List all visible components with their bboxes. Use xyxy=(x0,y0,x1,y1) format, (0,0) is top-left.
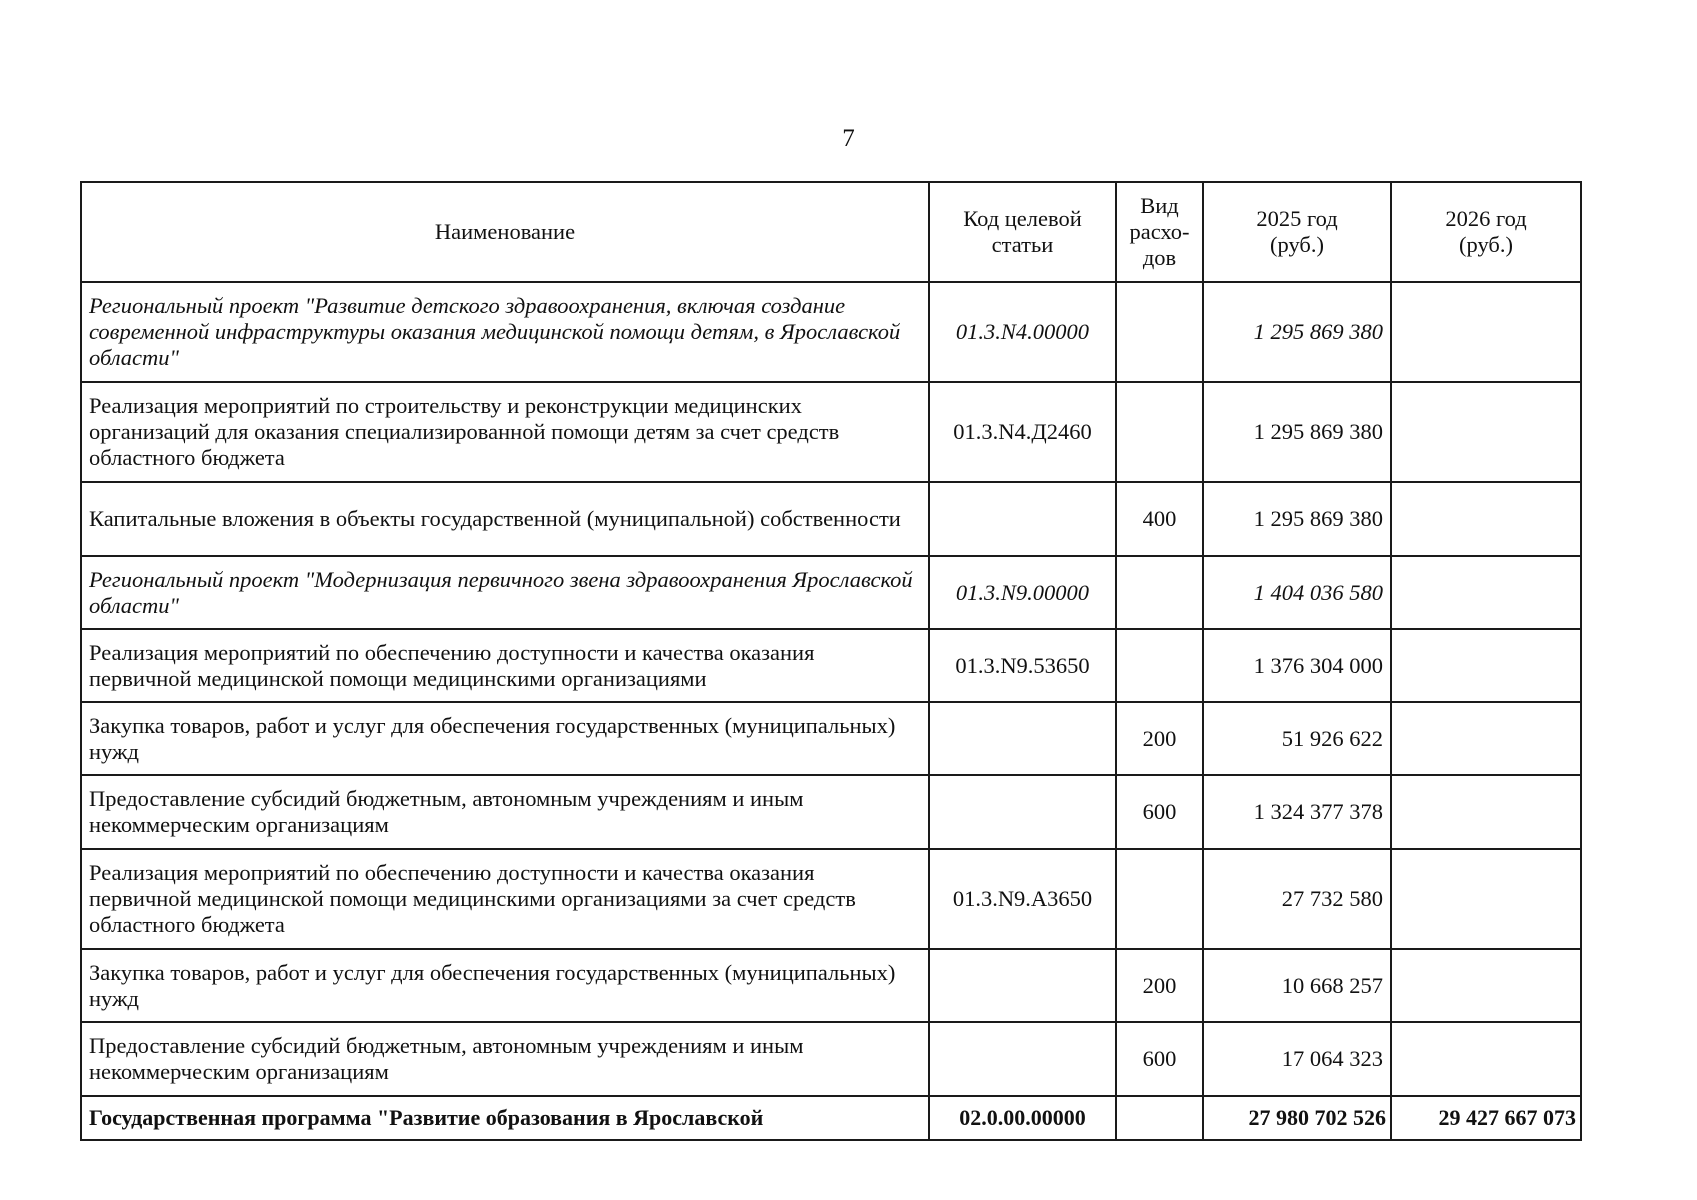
row-type: 200 xyxy=(1116,949,1203,1022)
header-2025-line2: (руб.) xyxy=(1270,232,1324,257)
row-2025: 17 064 323 xyxy=(1203,1022,1391,1096)
row-2026 xyxy=(1391,702,1581,775)
row-code: 01.3.N9.00000 xyxy=(929,556,1116,629)
row-type: 200 xyxy=(1116,702,1203,775)
budget-table xyxy=(80,181,1582,1141)
row-2025: 1 404 036 580 xyxy=(1203,556,1391,629)
row-type: 600 xyxy=(1116,775,1203,849)
row-2026 xyxy=(1391,1022,1581,1096)
row-2025: 1 295 869 380 xyxy=(1203,282,1391,382)
header-name xyxy=(81,182,929,282)
header-code xyxy=(929,182,1116,282)
row-name: Региональный проект "Модернизация первичного звена здравоохранения Ярославской области" xyxy=(81,556,929,629)
table-row xyxy=(81,629,1581,702)
row-type xyxy=(1116,629,1203,702)
row-2026 xyxy=(1391,849,1581,949)
row-2026 xyxy=(1391,282,1581,382)
row-2025: 1 324 377 378 xyxy=(1203,775,1391,849)
row-name: Реализация мероприятий по обеспечению доступности и качества оказания первичной медицинской помощи медицинскими организациями за счет средств областного бюджета xyxy=(81,849,929,949)
header-type-line1: Вид xyxy=(1140,193,1179,218)
header-2026 xyxy=(1391,182,1581,282)
table-row xyxy=(81,382,1581,482)
row-2026 xyxy=(1391,629,1581,702)
row-type xyxy=(1116,849,1203,949)
row-name: Предоставление субсидий бюджетным, автономным учреждениям и иным некоммерческим организациям xyxy=(81,775,929,849)
row-type xyxy=(1116,382,1203,482)
row-2026 xyxy=(1391,382,1581,482)
row-type xyxy=(1116,1096,1203,1140)
row-name: Закупка товаров, работ и услуг для обеспечения государственных (муниципальных) нужд xyxy=(81,702,929,775)
row-2025: 1 295 869 380 xyxy=(1203,482,1391,556)
header-type-line2: расхо- xyxy=(1129,219,1190,244)
header-code-line2: статьи xyxy=(991,232,1054,257)
row-code xyxy=(929,1022,1116,1096)
row-2025: 1 376 304 000 xyxy=(1203,629,1391,702)
row-name: Предоставление субсидий бюджетным, автономным учреждениям и иным некоммерческим организациям xyxy=(81,1022,929,1096)
row-code: 01.3.N9.А3650 xyxy=(929,849,1116,949)
table-row xyxy=(81,849,1581,949)
header-2025 xyxy=(1203,182,1391,282)
row-name: Региональный проект "Развитие детского здравоохранения, включая создание современной инфраструктуры оказания медицинской помощи детям, в Ярославской области" xyxy=(81,282,929,382)
header-type xyxy=(1116,182,1203,282)
row-2026 xyxy=(1391,775,1581,849)
row-name: Реализация мероприятий по обеспечению доступности и качества оказания первичной медицинской помощи медицинскими организациями xyxy=(81,629,929,702)
row-2025: 27 980 702 526 xyxy=(1203,1096,1391,1140)
header-code-line1: Код целевой xyxy=(963,206,1082,231)
row-code: 01.3.N4.Д2460 xyxy=(929,382,1116,482)
row-name: Закупка товаров, работ и услуг для обеспечения государственных (муниципальных) нужд xyxy=(81,949,929,1022)
row-type: 400 xyxy=(1116,482,1203,556)
row-code: 01.3.N9.53650 xyxy=(929,629,1116,702)
row-name: Капитальные вложения в объекты государственной (муниципальной) собственности xyxy=(81,482,929,556)
row-2026: 29 427 667 073 xyxy=(1391,1096,1581,1140)
table-row xyxy=(81,702,1581,775)
row-2025: 51 926 622 xyxy=(1203,702,1391,775)
row-name: Государственная программа "Развитие образования в Ярославской xyxy=(81,1096,929,1140)
table-row xyxy=(81,282,1581,382)
table-row xyxy=(81,1096,1581,1140)
table-row xyxy=(81,1022,1581,1096)
row-2026 xyxy=(1391,949,1581,1022)
row-2025: 10 668 257 xyxy=(1203,949,1391,1022)
header-2025-line1: 2025 год xyxy=(1256,206,1338,231)
row-2025: 1 295 869 380 xyxy=(1203,382,1391,482)
page-number: 7 xyxy=(842,125,855,152)
row-2025: 27 732 580 xyxy=(1203,849,1391,949)
row-code: 02.0.00.00000 xyxy=(929,1096,1116,1140)
header-2026-line2: (руб.) xyxy=(1459,232,1513,257)
table-row xyxy=(81,556,1581,629)
row-code xyxy=(929,775,1116,849)
table-header-row xyxy=(81,182,1581,282)
table-row xyxy=(81,949,1581,1022)
header-type-line3: дов xyxy=(1142,245,1177,270)
row-code xyxy=(929,482,1116,556)
row-name: Реализация мероприятий по строительству и реконструкции медицинских организаций для оказания специализированной помощи детям за счет средств областного бюджета xyxy=(81,382,929,482)
row-type xyxy=(1116,556,1203,629)
row-code xyxy=(929,949,1116,1022)
row-code xyxy=(929,702,1116,775)
header-name-label: Наименование xyxy=(434,219,576,244)
row-code: 01.3.N4.00000 xyxy=(929,282,1116,382)
row-2026 xyxy=(1391,482,1581,556)
header-2026-line1: 2026 год xyxy=(1445,206,1527,231)
row-type xyxy=(1116,282,1203,382)
row-type: 600 xyxy=(1116,1022,1203,1096)
row-2026 xyxy=(1391,556,1581,629)
table-row xyxy=(81,775,1581,849)
table-row xyxy=(81,482,1581,556)
